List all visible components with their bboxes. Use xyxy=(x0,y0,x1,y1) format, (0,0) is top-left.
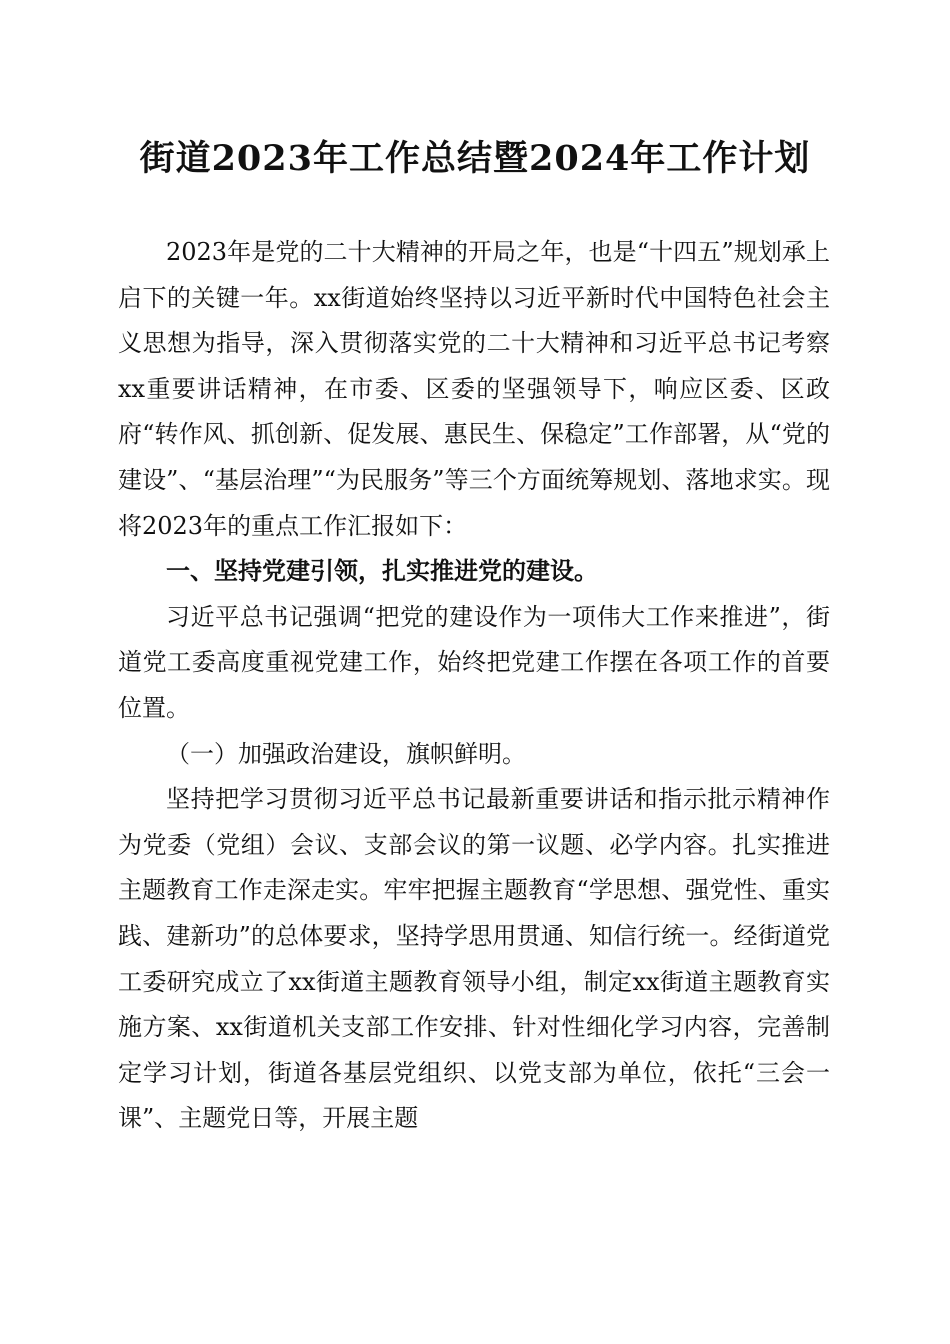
section-1-heading: 一、坚持党建引领，扎实推进党的建设。 xyxy=(166,557,598,586)
document-body xyxy=(118,230,830,1142)
document-title: 街道2023年工作总结暨2024年工作计划 xyxy=(139,138,811,179)
section-1-paragraph: 习近平总书记强调“把党的建设作为一项伟大工作来推进”，街道党工委高度重视党建工作，始终把党建工作摆在各项工作的首要位置。 xyxy=(118,602,830,722)
subsection-1-paragraph: 坚持把学习贯彻习近平总书记最新重要讲话和指示批示精神作为党委（党组）会议、支部会议的第一议题、必学内容。扎实推进主题教育工作走深走实。牢牢把握主题教育“学思想、强党性、重实践、建新功”的总体要求，坚持学思用贯通、知信行统一。经街道党工委研究成立了xx街道主题教育领导小组，制定xx街道主题教育实施方案、xx街道机关支部工作安排、针对性细化学习内容，完善制定学习计划，街道各基层党组织、以党支部为单位，依托“三会一课”、主题党日等，开展主题 xyxy=(118,785,830,1133)
intro-paragraph: 2023年是党的二十大精神的开局之年，也是“十四五”规划承上启下的关键一年。xx街道始终坚持以习近平新时代中国特色社会主义思想为指导，深入贯彻落实党的二十大精神和习近平总书记考察xx重要讲话精神，在市委、区委的坚强领导下，响应区委、区政府“转作风、抓创新、促发展、惠民生、保稳定”工作部署，从“党的建设”、“基层治理”“为民服务”等三个方面统筹规划、落地求实。现将2023年的重点工作汇报如下： xyxy=(118,238,830,540)
subsection-1-heading: （一）加强政治建设，旗帜鲜明。 xyxy=(166,739,526,768)
